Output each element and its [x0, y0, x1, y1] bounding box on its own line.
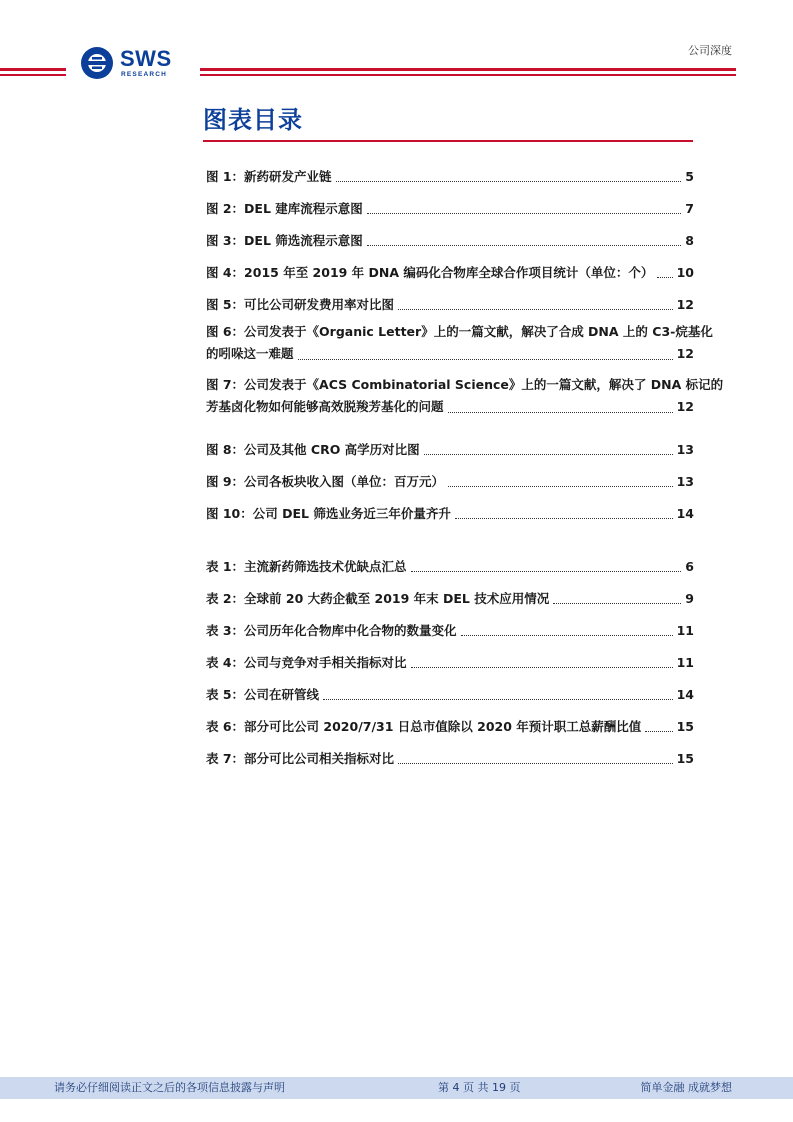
toc-entry-figure-7[interactable] — [206, 374, 724, 418]
footer-page-number: 第 4 页 共 19 页 — [438, 1081, 521, 1094]
title-divider — [203, 140, 693, 142]
entry-page: 7 — [685, 201, 694, 216]
footer-disclaimer: 请务必仔细阅读正文之后的各项信息披露与声明 — [54, 1081, 285, 1094]
dot-leader — [398, 763, 673, 764]
dot-leader — [398, 309, 673, 310]
entry-text: 图 3：DEL 筛选流程示意图 — [206, 233, 363, 248]
entry-page: 12 — [676, 297, 694, 312]
toc-entry-figure-3[interactable] — [206, 218, 694, 250]
dot-leader — [553, 603, 681, 604]
dot-leader — [455, 518, 673, 519]
table-list — [206, 544, 694, 768]
entry-text: 表 2：全球前 20 大药企截至 2019 年末 DEL 技术应用情况 — [206, 591, 550, 606]
dot-leader — [298, 359, 673, 360]
entry-text: 图 5：可比公司研发费用率对比图 — [206, 297, 395, 312]
toc-entry-figure-10[interactable] — [206, 491, 694, 523]
toc-entry-table-5[interactable] — [206, 672, 694, 704]
dot-leader — [411, 571, 682, 572]
dot-leader — [448, 412, 673, 413]
entry-text-line2: 的吲哚这一难题 — [206, 346, 294, 361]
dot-leader — [448, 486, 673, 487]
entry-text: 表 6：部分可比公司 2020/7/31 日总市值除以 2020 年预计职工总薪酬比值 — [206, 719, 642, 734]
entry-page: 12 — [676, 399, 694, 414]
logo-text: SWS — [120, 46, 172, 71]
toc-entry-figure-5[interactable] — [206, 282, 694, 314]
entry-page: 14 — [676, 687, 694, 702]
dot-leader — [657, 277, 672, 278]
sws-research-logo — [80, 46, 190, 80]
entry-page: 8 — [685, 233, 694, 248]
header-rule-left — [0, 68, 66, 71]
entry-page: 11 — [676, 623, 694, 638]
entry-text: 图 8：公司及其他 CRO 高学历对比图 — [206, 442, 420, 457]
logo-subtext: RESEARCH — [121, 71, 168, 78]
dot-leader — [645, 731, 672, 732]
toc-entry-table-7[interactable] — [206, 736, 694, 768]
entry-page: 10 — [676, 265, 694, 280]
entry-page: 11 — [676, 655, 694, 670]
entry-page: 13 — [676, 442, 694, 457]
toc-entry-table-3[interactable] — [206, 608, 694, 640]
page-footer — [0, 1077, 793, 1099]
toc-entry-table-1[interactable] — [206, 544, 694, 576]
entry-page: 13 — [676, 474, 694, 489]
entry-page: 15 — [676, 751, 694, 766]
entry-page: 14 — [676, 506, 694, 521]
dot-leader — [323, 699, 673, 700]
figure-list — [206, 154, 724, 523]
entry-page: 5 — [685, 169, 694, 184]
entry-page: 12 — [676, 346, 694, 361]
header-rule-right — [200, 68, 736, 71]
header-rule-left-thin — [0, 74, 66, 76]
entry-page: 9 — [685, 591, 694, 606]
toc-entry-table-6[interactable] — [206, 704, 694, 736]
toc-entry-figure-1[interactable] — [206, 154, 694, 186]
dot-leader — [367, 245, 682, 246]
dot-leader — [461, 635, 673, 636]
entry-text: 表 7：部分可比公司相关指标对比 — [206, 751, 395, 766]
entry-text: 图 2：DEL 建库流程示意图 — [206, 201, 363, 216]
dot-leader — [336, 181, 682, 182]
entry-text: 表 3：公司历年化合物库中化合物的数量变化 — [206, 623, 457, 638]
dot-leader — [367, 213, 682, 214]
toc-entry-figure-2[interactable] — [206, 186, 694, 218]
footer-slogan: 简单金融 成就梦想 — [640, 1081, 732, 1094]
toc-entry-figure-8[interactable] — [206, 427, 694, 459]
entry-text: 表 4：公司与竞争对手相关指标对比 — [206, 655, 407, 670]
dot-leader — [411, 667, 673, 668]
toc-title: 图表目录 — [203, 106, 303, 134]
toc-entry-figure-4[interactable] — [206, 250, 694, 282]
dot-leader — [424, 454, 673, 455]
entry-text-line1: 图 7：公司发表于《ACS Combinatorial Science》上的一篇文献，解决了 DNA 标记的 — [206, 377, 724, 392]
entry-text: 图 10：公司 DEL 筛选业务近三年价量齐升 — [206, 506, 451, 521]
entry-text: 图 1：新药研发产业链 — [206, 169, 332, 184]
entry-text-line1: 图 6：公司发表于《Organic Letter》上的一篇文献，解决了合成 DNA 上的 C3-烷基化 — [206, 324, 713, 339]
toc-entry-table-2[interactable] — [206, 576, 694, 608]
toc-entry-figure-9[interactable] — [206, 459, 694, 491]
header-rule-right-thin — [200, 74, 736, 76]
entry-text: 表 1：主流新药筛选技术优缺点汇总 — [206, 559, 407, 574]
toc-entry-figure-6[interactable] — [206, 321, 713, 365]
entry-text: 表 5：公司在研管线 — [206, 687, 320, 702]
report-type-tag: 公司深度 — [688, 44, 732, 57]
entry-text: 图 4：2015 年至 2019 年 DNA 编码化合物库全球合作项目统计（单位：个） — [206, 265, 654, 280]
entry-text-line2: 芳基卤化物如何能够高效脱羧芳基化的问题 — [206, 399, 444, 414]
sws-logo-icon — [80, 46, 114, 80]
entry-page: 6 — [685, 559, 694, 574]
toc-entry-table-4[interactable] — [206, 640, 694, 672]
entry-page: 15 — [676, 719, 694, 734]
entry-text: 图 9：公司各板块收入图（单位：百万元） — [206, 474, 445, 489]
